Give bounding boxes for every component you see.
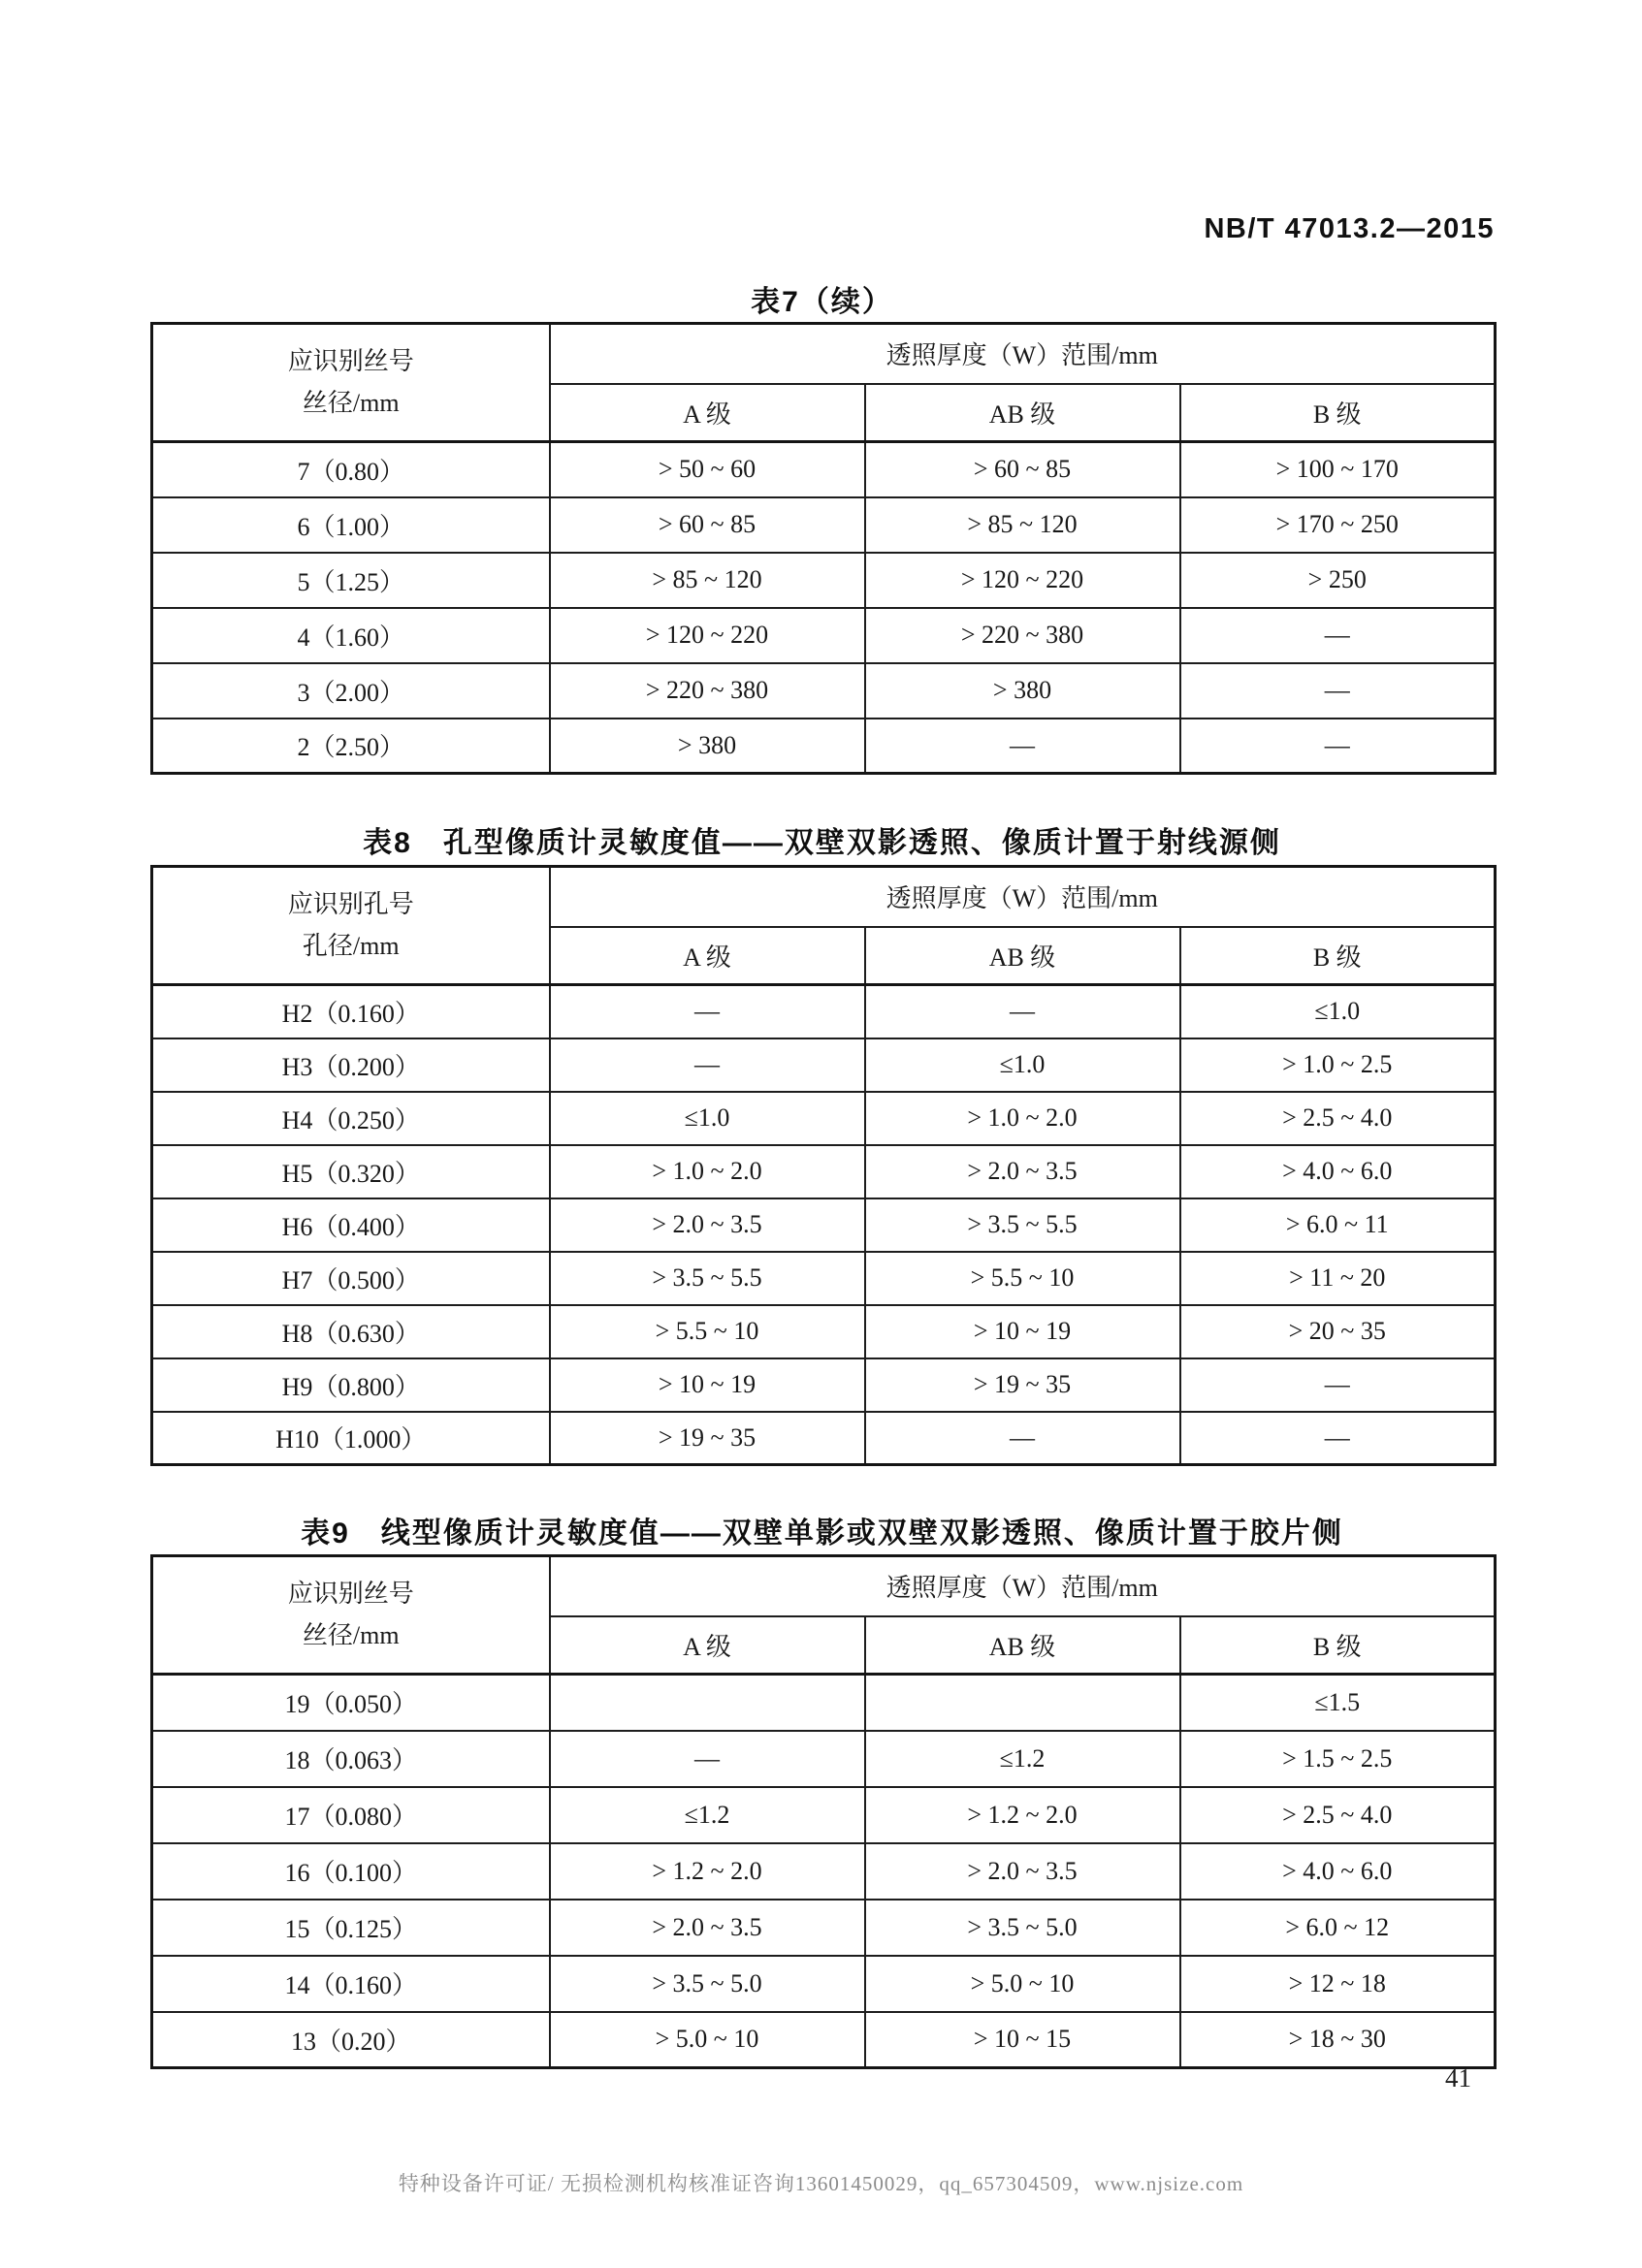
grade-ab-cell: > 60 ~ 85 — [865, 442, 1180, 497]
grade-b-cell: > 250 — [1180, 553, 1496, 608]
table8 — [150, 865, 1497, 1466]
grade-ab-cell: — — [865, 985, 1180, 1038]
grade-a-cell: > 2.0 ~ 3.5 — [550, 1900, 865, 1956]
grade-b-cell: > 4.0 ~ 6.0 — [1180, 1843, 1496, 1900]
table-row — [152, 1145, 1496, 1198]
table-row — [152, 1038, 1496, 1092]
grade-b-cell: > 1.5 ~ 2.5 — [1180, 1731, 1496, 1787]
grade-ab-cell: > 10 ~ 19 — [865, 1305, 1180, 1358]
grade-ab-cell: > 3.5 ~ 5.5 — [865, 1198, 1180, 1252]
wire-id-cell: 19（0.050） — [152, 1675, 550, 1731]
grade-ab-cell: > 5.5 ~ 10 — [865, 1252, 1180, 1305]
table-row — [152, 608, 1496, 663]
table9-grade-b-header: B 级 — [1180, 1616, 1496, 1675]
table-row — [152, 1843, 1496, 1900]
grade-ab-cell: > 380 — [865, 663, 1180, 719]
wire-id-cell: 3（2.00） — [152, 663, 550, 719]
grade-b-cell: ≤1.5 — [1180, 1675, 1496, 1731]
table-row — [152, 1358, 1496, 1412]
grade-a-cell — [550, 1675, 865, 1731]
table7-grade-a-header: A 级 — [550, 384, 865, 442]
grade-a-cell: > 380 — [550, 719, 865, 774]
grade-a-cell: > 60 ~ 85 — [550, 497, 865, 553]
table-row — [152, 1198, 1496, 1252]
table7-title: 表7（续） — [751, 286, 893, 318]
table8-grade-a-header: A 级 — [550, 927, 865, 985]
table-row — [152, 663, 1496, 719]
grade-b-cell: ≤1.0 — [1180, 985, 1496, 1038]
table-row — [152, 553, 1496, 608]
grade-ab-cell: > 2.0 ~ 3.5 — [865, 1145, 1180, 1198]
grade-b-cell: > 6.0 ~ 11 — [1180, 1198, 1496, 1252]
table-row — [152, 1675, 1496, 1731]
grade-b-cell: > 12 ~ 18 — [1180, 1956, 1496, 2012]
grade-b-cell: > 11 ~ 20 — [1180, 1252, 1496, 1305]
page-number: 41 — [1445, 2063, 1471, 2092]
wire-id-cell: 17（0.080） — [152, 1787, 550, 1843]
hole-id-cell: H4（0.250） — [152, 1092, 550, 1145]
grade-a-cell: > 19 ~ 35 — [550, 1412, 865, 1465]
hole-id-cell: H5（0.320） — [152, 1145, 550, 1198]
table8-grade-b-header: B 级 — [1180, 927, 1496, 985]
grade-ab-cell: > 3.5 ~ 5.0 — [865, 1900, 1180, 1956]
grade-a-cell: — — [550, 1038, 865, 1092]
grade-b-cell: > 18 ~ 30 — [1180, 2012, 1496, 2068]
table9-grade-a-header: A 级 — [550, 1616, 865, 1675]
wire-id-cell: 4（1.60） — [152, 608, 550, 663]
stub-line1: 应识别孔号 — [287, 889, 414, 918]
table9-stub-header — [152, 1556, 550, 1675]
wire-id-cell: 13（0.20） — [152, 2012, 550, 2068]
table-row — [152, 1900, 1496, 1956]
table7 — [150, 322, 1497, 775]
grade-ab-cell: > 120 ~ 220 — [865, 553, 1180, 608]
wire-id-cell: 18（0.063） — [152, 1731, 550, 1787]
grade-ab-cell: > 1.0 ~ 2.0 — [865, 1092, 1180, 1145]
hole-id-cell: H6（0.400） — [152, 1198, 550, 1252]
grade-ab-cell: > 10 ~ 15 — [865, 2012, 1180, 2068]
grade-a-cell: > 10 ~ 19 — [550, 1358, 865, 1412]
grade-a-cell: > 3.5 ~ 5.5 — [550, 1252, 865, 1305]
grade-a-cell: ≤1.0 — [550, 1092, 865, 1145]
table-row — [152, 1787, 1496, 1843]
grade-ab-cell: > 2.0 ~ 3.5 — [865, 1843, 1180, 1900]
grade-b-cell: > 170 ~ 250 — [1180, 497, 1496, 553]
wire-id-cell: 7（0.80） — [152, 442, 550, 497]
grade-b-cell: > 6.0 ~ 12 — [1180, 1900, 1496, 1956]
grade-a-cell: > 1.2 ~ 2.0 — [550, 1843, 865, 1900]
table7-stub-header — [152, 324, 550, 442]
wire-id-cell: 14（0.160） — [152, 1956, 550, 2012]
grade-b-cell: > 2.5 ~ 4.0 — [1180, 1092, 1496, 1145]
stub-line2: 孔径/mm — [302, 931, 400, 960]
table-row — [152, 1252, 1496, 1305]
grade-a-cell: > 5.0 ~ 10 — [550, 2012, 865, 2068]
grade-b-cell: — — [1180, 719, 1496, 774]
hole-id-cell: H9（0.800） — [152, 1358, 550, 1412]
grade-a-cell: > 2.0 ~ 3.5 — [550, 1198, 865, 1252]
grade-a-cell: > 85 ~ 120 — [550, 553, 865, 608]
grade-a-cell: > 5.5 ~ 10 — [550, 1305, 865, 1358]
table-row — [152, 497, 1496, 553]
grade-a-cell: — — [550, 985, 865, 1038]
table7-grade-ab-header: AB 级 — [865, 384, 1180, 442]
grade-b-cell: > 100 ~ 170 — [1180, 442, 1496, 497]
table7-grade-b-header: B 级 — [1180, 384, 1496, 442]
hole-id-cell: H10（1.000） — [152, 1412, 550, 1465]
grade-b-cell: — — [1180, 663, 1496, 719]
table9-title: 表9 线型像质计灵敏度值——双壁单影或双壁双影透照、像质计置于胶片侧 — [301, 1517, 1343, 1549]
grade-b-cell: — — [1180, 1358, 1496, 1412]
hole-id-cell: H8（0.630） — [152, 1305, 550, 1358]
grade-a-cell: > 120 ~ 220 — [550, 608, 865, 663]
table7-span-header: 透照厚度（W）范围/mm — [550, 324, 1496, 384]
grade-ab-cell: > 1.2 ~ 2.0 — [865, 1787, 1180, 1843]
table8-title: 表8 孔型像质计灵敏度值——双壁双影透照、像质计置于射线源侧 — [363, 827, 1281, 859]
grade-a-cell: ≤1.2 — [550, 1787, 865, 1843]
table-row — [152, 2012, 1496, 2068]
grade-b-cell: > 2.5 ~ 4.0 — [1180, 1787, 1496, 1843]
wire-id-cell: 2（2.50） — [152, 719, 550, 774]
table-row — [152, 719, 1496, 774]
grade-ab-cell: ≤1.0 — [865, 1038, 1180, 1092]
table-row — [152, 1305, 1496, 1358]
grade-ab-cell: — — [865, 719, 1180, 774]
table-row — [152, 1412, 1496, 1465]
table8-span-header: 透照厚度（W）范围/mm — [550, 867, 1496, 927]
table-row — [152, 442, 1496, 497]
grade-ab-cell: > 19 ~ 35 — [865, 1358, 1180, 1412]
wire-id-cell: 15（0.125） — [152, 1900, 550, 1956]
grade-b-cell: > 4.0 ~ 6.0 — [1180, 1145, 1496, 1198]
table9-grade-ab-header: AB 级 — [865, 1616, 1180, 1675]
wire-id-cell: 5（1.25） — [152, 553, 550, 608]
grade-b-cell: — — [1180, 1412, 1496, 1465]
grade-a-cell: > 1.0 ~ 2.0 — [550, 1145, 865, 1198]
stub-line1: 应识别丝号 — [287, 1579, 414, 1608]
grade-b-cell: > 20 ~ 35 — [1180, 1305, 1496, 1358]
grade-a-cell: > 220 ~ 380 — [550, 663, 865, 719]
table-row — [152, 1956, 1496, 2012]
footer-watermark: 特种设备许可证/ 无损检测机构核准证咨询13601450029，qq_657304509，www.njsize.com — [398, 2172, 1244, 2195]
grade-ab-cell: > 220 ~ 380 — [865, 608, 1180, 663]
table8-grade-ab-header: AB 级 — [865, 927, 1180, 985]
grade-a-cell: > 3.5 ~ 5.0 — [550, 1956, 865, 2012]
stub-line2: 丝径/mm — [302, 388, 400, 417]
table9-span-header: 透照厚度（W）范围/mm — [550, 1556, 1496, 1616]
stub-line2: 丝径/mm — [302, 1620, 400, 1649]
table9 — [150, 1554, 1497, 2069]
grade-ab-cell: > 5.0 ~ 10 — [865, 1956, 1180, 2012]
grade-ab-cell: > 85 ~ 120 — [865, 497, 1180, 553]
grade-a-cell: > 50 ~ 60 — [550, 442, 865, 497]
grade-a-cell: — — [550, 1731, 865, 1787]
grade-b-cell: — — [1180, 608, 1496, 663]
table-row — [152, 1092, 1496, 1145]
table-row — [152, 1731, 1496, 1787]
standard-code-header: NB/T 47013.2—2015 — [1204, 213, 1495, 244]
grade-ab-cell: ≤1.2 — [865, 1731, 1180, 1787]
grade-ab-cell — [865, 1675, 1180, 1731]
hole-id-cell: H2（0.160） — [152, 985, 550, 1038]
stub-line1: 应识别丝号 — [287, 346, 414, 375]
wire-id-cell: 16（0.100） — [152, 1843, 550, 1900]
table8-stub-header — [152, 867, 550, 985]
grade-b-cell: > 1.0 ~ 2.5 — [1180, 1038, 1496, 1092]
wire-id-cell: 6（1.00） — [152, 497, 550, 553]
hole-id-cell: H3（0.200） — [152, 1038, 550, 1092]
grade-ab-cell: — — [865, 1412, 1180, 1465]
hole-id-cell: H7（0.500） — [152, 1252, 550, 1305]
table-row — [152, 985, 1496, 1038]
